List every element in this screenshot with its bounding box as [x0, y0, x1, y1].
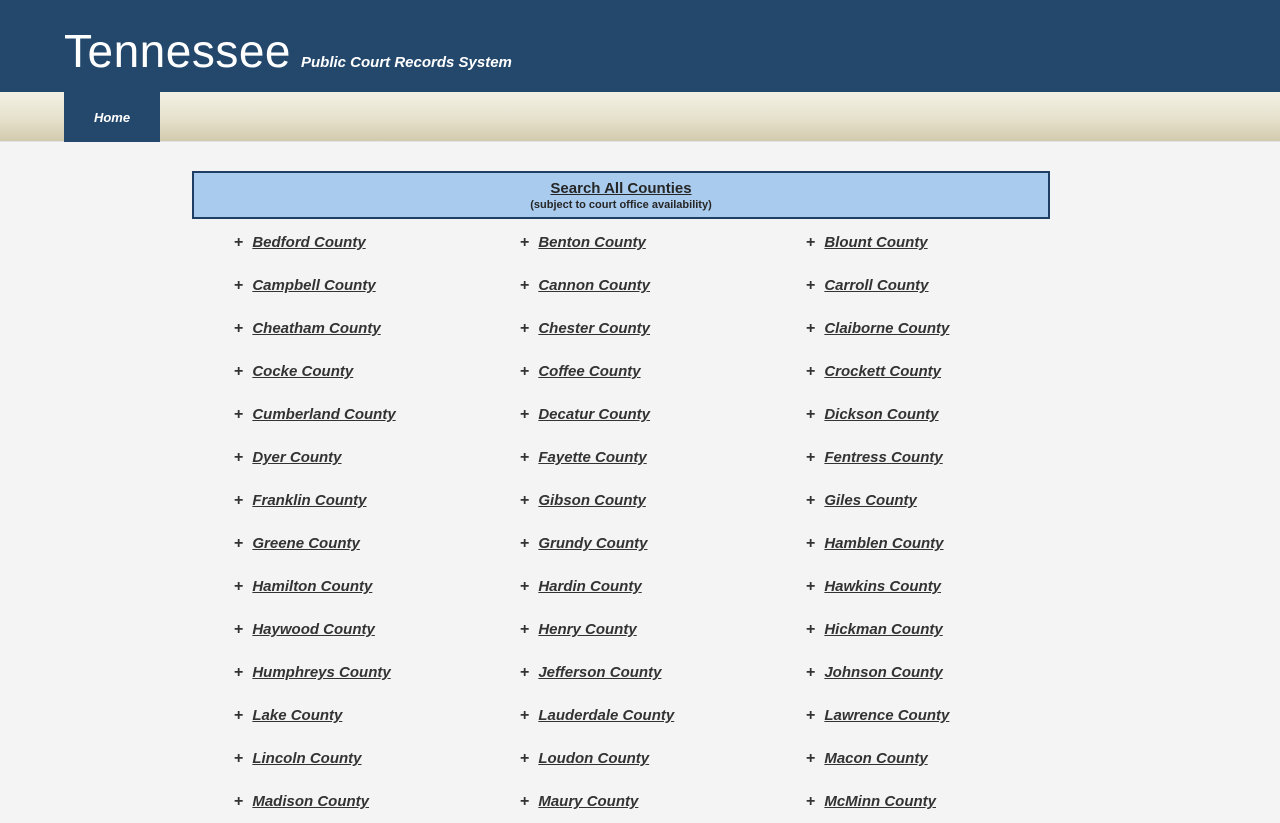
county-list-item [478, 221, 764, 264]
expand-plus-icon[interactable]: + [806, 749, 816, 767]
county-list-item [192, 694, 478, 737]
expand-plus-icon[interactable]: + [806, 448, 816, 466]
county-list-item [764, 565, 1050, 608]
expand-plus-icon[interactable]: + [806, 491, 816, 509]
county-link[interactable]: Madison County [252, 793, 370, 810]
county-link[interactable]: Carroll County [824, 277, 929, 294]
county-list-item [764, 479, 1050, 522]
county-link[interactable]: Benton County [538, 234, 646, 251]
county-list-item [192, 436, 478, 479]
county-list-item [478, 479, 764, 522]
expand-plus-icon[interactable]: + [806, 620, 816, 638]
county-link[interactable]: Fayette County [538, 449, 647, 466]
county-link[interactable]: Crockett County [824, 363, 942, 380]
main-content [192, 171, 1050, 823]
county-list-item [478, 264, 764, 307]
expand-plus-icon[interactable]: + [234, 448, 244, 466]
county-link[interactable]: Franklin County [252, 492, 367, 509]
expand-plus-icon[interactable]: + [806, 706, 816, 724]
expand-plus-icon[interactable]: + [806, 577, 816, 595]
expand-plus-icon[interactable]: + [234, 706, 244, 724]
county-list-item [764, 350, 1050, 393]
county-list-item [764, 608, 1050, 651]
county-list-item [764, 436, 1050, 479]
county-link[interactable]: Lawrence County [824, 707, 950, 724]
county-link[interactable]: Campbell County [252, 277, 376, 294]
county-link[interactable]: Macon County [824, 750, 928, 767]
county-list-item [478, 393, 764, 436]
county-list-item [192, 522, 478, 565]
expand-plus-icon[interactable]: + [520, 319, 530, 337]
expand-plus-icon[interactable]: + [520, 276, 530, 294]
county-link[interactable]: Cumberland County [252, 406, 396, 423]
expand-plus-icon[interactable]: + [520, 706, 530, 724]
county-link[interactable]: Greene County [252, 535, 360, 552]
expand-plus-icon[interactable]: + [234, 577, 244, 595]
county-link[interactable]: Maury County [538, 793, 639, 810]
expand-plus-icon[interactable]: + [520, 663, 530, 681]
county-list-item [478, 565, 764, 608]
county-link[interactable]: Hardin County [538, 578, 642, 595]
county-list-item [764, 651, 1050, 694]
expand-plus-icon[interactable]: + [806, 233, 816, 251]
county-list-item [478, 651, 764, 694]
expand-plus-icon[interactable]: + [520, 233, 530, 251]
county-link[interactable]: Jefferson County [538, 664, 662, 681]
expand-plus-icon[interactable]: + [234, 663, 244, 681]
county-list-item [478, 522, 764, 565]
county-link[interactable]: Hamilton County [252, 578, 373, 595]
expand-plus-icon[interactable]: + [806, 319, 816, 337]
county-link[interactable]: Claiborne County [824, 320, 950, 337]
search-all-counties-box[interactable] [192, 171, 1050, 219]
county-list-item [192, 350, 478, 393]
expand-plus-icon[interactable]: + [520, 792, 530, 810]
counties-grid [192, 221, 1050, 823]
tab-home[interactable] [64, 92, 160, 142]
county-list-item [478, 350, 764, 393]
expand-plus-icon[interactable]: + [234, 319, 244, 337]
county-list-item [192, 307, 478, 350]
county-link[interactable]: Cocke County [252, 363, 354, 380]
county-list-item [764, 780, 1050, 823]
county-list-item [192, 479, 478, 522]
county-link[interactable]: Giles County [824, 492, 917, 509]
expand-plus-icon[interactable]: + [520, 534, 530, 552]
county-link[interactable]: Lincoln County [252, 750, 362, 767]
expand-plus-icon[interactable]: + [806, 362, 816, 380]
county-link[interactable]: Blount County [824, 234, 928, 251]
tab-home-label: Home [93, 109, 131, 125]
county-link[interactable]: Lauderdale County [538, 707, 675, 724]
expand-plus-icon[interactable]: + [520, 620, 530, 638]
page-subtitle: Public Court Records System [301, 54, 512, 71]
county-list-item [764, 393, 1050, 436]
expand-plus-icon[interactable]: + [806, 534, 816, 552]
county-link[interactable]: Cheatham County [252, 320, 381, 337]
county-list-item [764, 264, 1050, 307]
county-link[interactable]: Johnson County [824, 664, 943, 681]
county-list-item [478, 780, 764, 823]
county-list-item [478, 436, 764, 479]
county-list-item [192, 565, 478, 608]
expand-plus-icon[interactable]: + [806, 792, 816, 810]
county-list-item [192, 651, 478, 694]
county-list-item [192, 608, 478, 651]
county-link[interactable]: Lake County [252, 707, 343, 724]
county-link[interactable]: Fentress County [824, 449, 943, 466]
county-link[interactable]: Bedford County [252, 234, 366, 251]
expand-plus-icon[interactable]: + [806, 405, 816, 423]
expand-plus-icon[interactable]: + [520, 749, 530, 767]
app-header [0, 0, 1280, 92]
county-link[interactable]: Dyer County [252, 449, 342, 466]
expand-plus-icon[interactable]: + [520, 362, 530, 380]
county-link[interactable]: Hickman County [824, 621, 943, 638]
expand-plus-icon[interactable]: + [234, 620, 244, 638]
county-link[interactable]: Cannon County [538, 277, 650, 294]
county-list-item [192, 737, 478, 780]
county-list-item [764, 694, 1050, 737]
county-link[interactable]: Hawkins County [824, 578, 942, 595]
county-list-item [192, 264, 478, 307]
county-link[interactable]: Henry County [538, 621, 637, 638]
county-link[interactable]: Chester County [538, 320, 651, 337]
county-list-item [764, 221, 1050, 264]
county-link[interactable]: Coffee County [538, 363, 641, 380]
title-row [64, 0, 1280, 78]
county-link[interactable]: Grundy County [538, 535, 648, 552]
expand-plus-icon[interactable]: + [234, 491, 244, 509]
county-list-item [192, 221, 478, 264]
page-title: Tennessee [64, 25, 291, 77]
county-link[interactable]: Dickson County [824, 406, 939, 423]
expand-plus-icon[interactable]: + [520, 405, 530, 423]
county-list-item [478, 307, 764, 350]
county-link[interactable]: McMinn County [824, 793, 936, 810]
expand-plus-icon[interactable]: + [234, 749, 244, 767]
county-link[interactable]: Hamblen County [824, 535, 944, 552]
expand-plus-icon[interactable]: + [234, 405, 244, 423]
county-link[interactable]: Haywood County [252, 621, 375, 638]
county-link[interactable]: Loudon County [538, 750, 650, 767]
expand-plus-icon[interactable]: + [806, 276, 816, 294]
county-list-item [764, 307, 1050, 350]
expand-plus-icon[interactable]: + [234, 792, 244, 810]
county-list-item [192, 393, 478, 436]
expand-plus-icon[interactable]: + [806, 663, 816, 681]
county-list-item [764, 737, 1050, 780]
expand-plus-icon[interactable]: + [520, 491, 530, 509]
expand-plus-icon[interactable]: + [520, 448, 530, 466]
county-link[interactable]: Humphreys County [252, 664, 391, 681]
county-list-item [764, 522, 1050, 565]
nav-bar [0, 92, 1280, 142]
county-list-item [478, 608, 764, 651]
expand-plus-icon[interactable]: + [234, 362, 244, 380]
county-list-item [192, 780, 478, 823]
county-link[interactable]: Gibson County [538, 492, 646, 509]
expand-plus-icon[interactable]: + [234, 534, 244, 552]
county-link[interactable]: Decatur County [538, 406, 651, 423]
expand-plus-icon[interactable]: + [234, 233, 244, 251]
expand-plus-icon[interactable]: + [520, 577, 530, 595]
county-list-item [478, 737, 764, 780]
search-all-counties-link[interactable]: Search All Counties [550, 180, 692, 197]
search-availability-note: (subject to court office availability) [530, 199, 712, 211]
county-list-item [478, 694, 764, 737]
expand-plus-icon[interactable]: + [234, 276, 244, 294]
